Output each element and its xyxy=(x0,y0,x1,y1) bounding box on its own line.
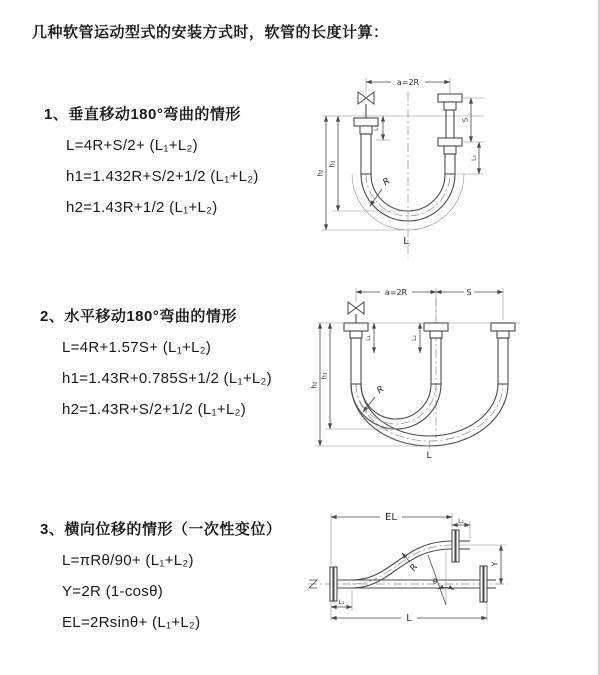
flange xyxy=(491,323,515,331)
section-1 xyxy=(44,103,259,230)
valve-symbol xyxy=(358,92,374,118)
formula-line: L=4R+1.57S+ (L₁+L₂) xyxy=(62,339,212,356)
valve-icon xyxy=(358,92,374,104)
flange-neck xyxy=(444,102,456,110)
dim-label-l2: L₂ xyxy=(458,518,464,525)
dim-label-s: S xyxy=(466,288,472,297)
radius-label: R xyxy=(375,384,387,397)
length-label: L xyxy=(403,236,409,247)
formula-line: L=4R+S/2+ (L₁+L₂) xyxy=(66,137,198,154)
flange xyxy=(354,118,378,126)
left-pipe xyxy=(344,323,368,384)
diagram-horizontal-180-bend xyxy=(308,278,598,463)
dim-label-l2: L₂ xyxy=(470,155,478,161)
radius-label: R xyxy=(408,562,421,574)
flange-neck xyxy=(497,331,509,338)
dim-label-a2r: a=2R xyxy=(384,288,408,297)
dim-label-l1: L₁ xyxy=(338,599,345,606)
dim-label-y: Y xyxy=(490,561,500,567)
formula-line: h2=1.43R+S/2+1/2 (L₁+L₂) xyxy=(62,401,247,418)
valve-symbol xyxy=(348,302,364,323)
dim-label-l2: L₂ xyxy=(411,335,418,341)
flange-neck xyxy=(360,126,372,134)
angle-label: θ xyxy=(432,578,438,586)
dim-label-h1: h₁ xyxy=(328,160,337,168)
flange xyxy=(438,94,462,102)
braided-hose-section xyxy=(498,338,508,384)
valve-icon xyxy=(348,302,364,314)
dim-label-s: S xyxy=(461,117,470,123)
section-2 xyxy=(40,305,272,432)
diagram-lateral-displacement xyxy=(300,503,600,643)
section-3-heading: 3、横向位移的情形（一次性变位） xyxy=(40,521,282,538)
hose-outer-wall xyxy=(351,384,441,429)
dim-label-h2: h₂ xyxy=(310,381,319,389)
dim-label-el: EL xyxy=(385,512,397,523)
section-1-heading: 1、垂直移动180°弯曲的情形 xyxy=(44,106,241,123)
flange-neck xyxy=(444,146,456,154)
section-3 xyxy=(40,518,281,645)
diagram-vertical-180-bend xyxy=(308,68,588,263)
flange-neck xyxy=(350,331,362,338)
radius-label: R xyxy=(381,176,393,189)
lower-right-flange xyxy=(484,566,487,602)
formula-line: Y=2R (1-cosθ) xyxy=(62,583,164,600)
page-title: 几种软管运动型式的安装方式时，软管的长度计算： xyxy=(32,24,389,41)
hose-center-arc xyxy=(356,384,436,424)
right-pipe xyxy=(491,323,515,384)
dim-label-l1: L₁ xyxy=(373,125,380,131)
formula-line: L=πRθ/90+ (L₁+L₂) xyxy=(62,552,194,569)
dim-label-l: L xyxy=(406,613,412,624)
flange xyxy=(424,323,448,331)
dim-label-a2r: a=2R xyxy=(396,78,420,87)
hose-u-bend xyxy=(351,384,508,446)
left-flange xyxy=(330,567,333,601)
length-label: L xyxy=(426,451,432,461)
flange xyxy=(438,138,462,146)
dim-label-h1: h₁ xyxy=(320,372,329,380)
left-flange xyxy=(334,567,337,601)
braided-hose-section xyxy=(351,338,361,384)
dim-label-l1: L₁ xyxy=(365,335,372,341)
section-2-heading: 2、水平移动180°弯曲的情形 xyxy=(40,308,237,325)
upper-right-flange xyxy=(456,530,459,562)
formula-line: h1=1.43R+0.785S+1/2 (L₁+L₂) xyxy=(62,370,272,387)
flange xyxy=(344,323,368,331)
braided-hose-section xyxy=(445,154,455,174)
right-pipe xyxy=(438,94,462,174)
formula-line: EL=2Rsinθ+ (L₁+L₂) xyxy=(62,614,201,631)
hose-upper-wall xyxy=(352,541,452,580)
lower-right-flange xyxy=(480,566,483,602)
radius-leader xyxy=(370,189,382,206)
flange-neck xyxy=(430,331,442,338)
dim-label-h2: h₂ xyxy=(316,169,325,177)
formula-line: h1=1.432R+S/2+1/2 (L₁+L₂) xyxy=(66,168,259,185)
upper-right-flange xyxy=(452,530,455,562)
angle-construction xyxy=(428,551,454,605)
braided-hose-section xyxy=(361,134,371,174)
formula-line: h2=1.43R+1/2 (L₁+L₂) xyxy=(66,199,218,216)
